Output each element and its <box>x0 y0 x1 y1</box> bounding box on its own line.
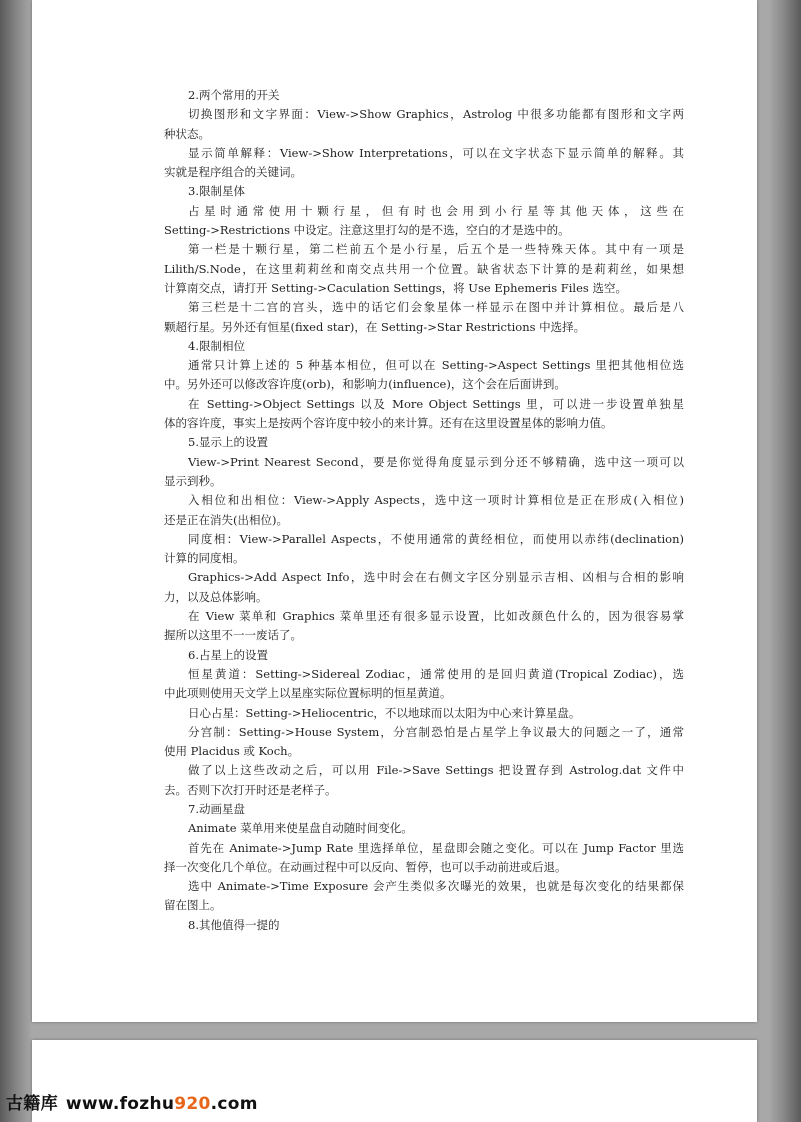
text-line: 日心占星：Setting->Heliocentric，不以地球而以太阳为中心来计算星盘。 <box>188 705 581 720</box>
site-watermark <box>6 1089 258 1114</box>
text-line: Setting->Restrictions 中设定。注意这里打勾的是不选，空白的才是选中的。 <box>164 223 570 238</box>
page-text-body <box>164 86 684 935</box>
text-line: 同度相：View->Parallel Aspects，不使用通常的黄经相位，而使用以赤纬(declination) <box>188 531 684 546</box>
text-line: 显示到秒。 <box>164 473 222 488</box>
text-line: 还是正在消失(出相位)。 <box>164 512 288 527</box>
text-line: 计算的同度相。 <box>164 551 245 566</box>
watermark-url-prefix: www.fozhu <box>65 1094 175 1114</box>
text-line: View->Print Nearest Second，要是你觉得角度显示到分还不够精确，选中这一项可以 <box>188 454 684 469</box>
text-line: 第一栏是十颗行星，第二栏前五个是小行星，后五个是一些特殊天体。其中有一项是 <box>188 242 684 257</box>
text-line: 计算南交点，请打开 Setting->Caculation Settings，将 Use Ephemeris Files 选空。 <box>164 280 627 295</box>
text-line: 通常只计算上述的 5 种基本相位，但可以在 Setting->Aspect Settings 里把其他相位选 <box>188 358 684 373</box>
text-line: 择一次变化几个单位。在动画过程中可以反向、暂停，也可以手动前进或后退。 <box>164 859 567 874</box>
text-line: 4.限制相位 <box>188 338 245 353</box>
text-line: 显示简单解释：View->Show Interpretations，可以在文字状态下显示简单的解释。其 <box>188 145 684 160</box>
text-line: 8.其他值得一提的 <box>188 917 280 932</box>
text-line: Lilith/S.Node，在这里莉莉丝和南交点共用一个位置。缺省状态下计算的是莉莉丝，如果想 <box>164 261 684 276</box>
text-line: 种状态。 <box>164 126 210 141</box>
text-line: 中。另外还可以修改容许度(orb)，和影响力(influence)，这个会在后面讲到。 <box>164 377 566 392</box>
text-line: 体的容许度，事实上是按两个容许度中较小的来计算。还有在这里设置星体的影响力值。 <box>164 416 613 431</box>
text-line: Graphics->Add Aspect Info，选中时会在右侧文字区分别显示吉相、凶相与合相的影响 <box>188 570 684 585</box>
text-line: 2.两个常用的开关 <box>188 88 280 102</box>
text-line: 在 View 菜单和 Graphics 菜单里还有很多显示设置，比如改颜色什么的，因为很容易掌 <box>188 609 684 624</box>
text-line: 入相位和出相位：View->Apply Aspects，选中这一项时计算相位是正在形成(入相位) <box>188 493 684 508</box>
text-line: 占星时通常使用十颗行星，但有时也会用到小行星等其他天体，这些在 <box>188 203 684 218</box>
text-line: 5.显示上的设置 <box>188 435 268 450</box>
text-line: 握所以这里不一一废话了。 <box>164 628 302 643</box>
watermark-url-suffix: .com <box>210 1094 258 1114</box>
text-line: 选中 Animate->Time Exposure 会产生类似多次曝光的效果，也就是每次变化的结果都保 <box>188 879 684 894</box>
text-line: 实就是程序组合的关键词。 <box>164 165 302 180</box>
text-line: 切换图形和文字界面：View->Show Graphics，Astrolog 中很多功能都有图形和文字两 <box>188 107 684 122</box>
watermark-url-accent: 920 <box>174 1094 211 1114</box>
text-line: 力，以及总体影响。 <box>164 589 268 604</box>
text-line: 恒星黄道：Setting->Sidereal Zodiac，通常使用的是回归黄道(Tropical Zodiac)，选 <box>188 666 684 681</box>
text-line: 使用 Placidus 或 Koch。 <box>164 744 300 759</box>
text-line: 第三栏是十二宫的宫头，选中的话它们会象星体一样显示在图中并计算相位。最后是八 <box>188 300 684 315</box>
text-line: Animate 菜单用来使星盘自动随时间变化。 <box>188 821 413 836</box>
text-line: 首先在 Animate->Jump Rate 里选择单位，星盘即会随之变化。可以在 Jump Factor 里选 <box>188 840 684 855</box>
document-page-1 <box>32 0 757 1022</box>
text-line: 做了以上这些改动之后，可以用 File->Save Settings 把设置存到 Astrolog.dat 文件中 <box>188 763 684 778</box>
text-line: 留在图上。 <box>164 898 222 913</box>
text-line: 在 Setting->Object Settings 以及 More Object Settings 里，可以进一步设置单独星 <box>188 396 684 411</box>
text-line: 3.限制星体 <box>188 184 245 199</box>
text-line: 6.占星上的设置 <box>188 647 268 662</box>
text-line: 7.动画星盘 <box>188 801 245 816</box>
text-line: 分宫制：Setting->House System，分宫制恐怕是占星学上争议最大的问题之一了，通常 <box>188 724 684 739</box>
watermark-chinese-name: 古籍库 <box>6 1094 58 1114</box>
text-line: 去。否则下次打开时还是老样子。 <box>164 782 337 797</box>
text-line: 中此项则使用天文学上以星座实际位置标明的恒星黄道。 <box>164 686 452 701</box>
text-line: 颗超行星。另外还有恒星(fixed star)，在 Setting->Star Restrictions 中选择。 <box>164 319 586 334</box>
